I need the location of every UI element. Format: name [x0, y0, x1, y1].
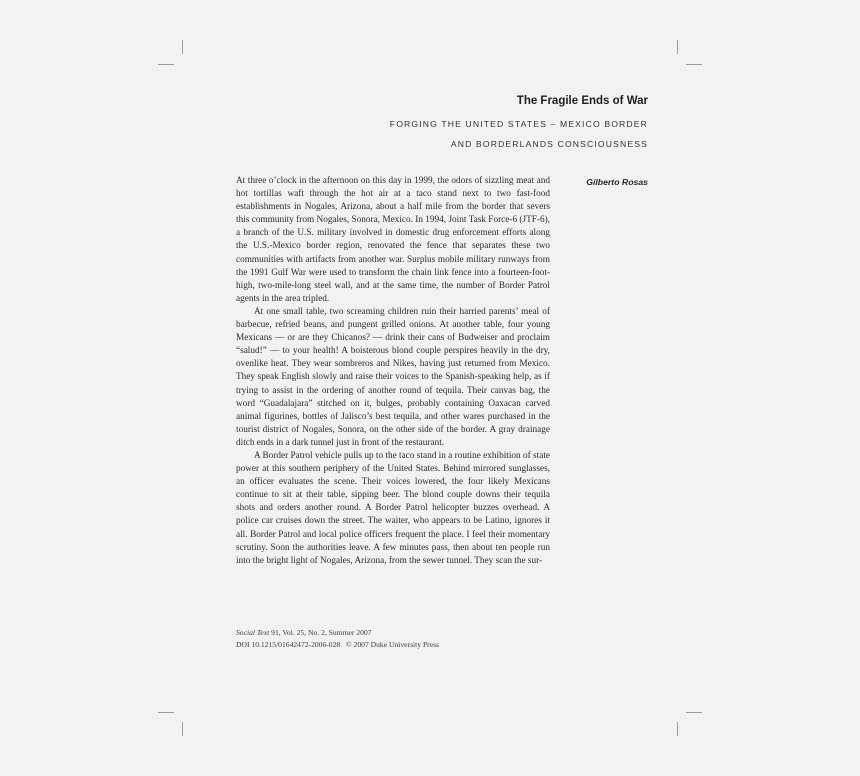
crop-mark-top-left-horizontal [158, 64, 174, 65]
crop-mark-bottom-left-horizontal [158, 712, 174, 713]
article-subtitle-line-2: AND BORDERLANDS CONSCIOUSNESS [450, 139, 648, 149]
crop-mark-top-right-vertical [677, 40, 678, 54]
author-name: Gilberto Rosas [586, 177, 648, 187]
article-body [236, 175, 550, 568]
doi-line: DOI 10.1215/01642472-2006-028 © 2007 Duke University Press [236, 640, 439, 649]
crop-mark-top-left-vertical [182, 40, 183, 54]
citation-line [236, 627, 439, 639]
publication-footer [236, 627, 439, 651]
crop-mark-bottom-right-vertical [677, 722, 678, 736]
paragraph-1: At three o’clock in the afternoon on this day in 1999, the odors of sizzling meat and hot tortillas waft through the hot air at a taco stand next to two fast-food establishments in Nogales, Arizona, about a half mile from the border that severs this community from Nogales, Sonora, Mexico. In 1994, Joint Task Force-6 (JTF-6), a branch of the U.S. military involved in domestic drug enforcement efforts along the U.S.-Mexico border region, renovated the fence that separates these two communities with artifacts from another war. Surplus mobile military runways from the 1991 Gulf War were used to transform the chain link fence into a fourteen-foot-high, two-mile-long steel wall, and at the same time, the number of Border Patrol agents in the area tripled. [236, 176, 550, 304]
article-subtitle-line-1: FORGING THE UNITED STATES – MEXICO BORDER [389, 119, 648, 129]
crop-mark-bottom-left-vertical [182, 722, 183, 736]
article-title: The Fragile Ends of War [516, 95, 648, 107]
paragraph-2: At one small table, two screaming children ruin their harried parents’ meal of barbecue, refried beans, and pungent grilled onions. At another table, four young Mexicans — or are they Chicanos? — drink their cans of Budweiser and proclaim “salud!” — to your health! A boisterous blond couple perspires heavily in the dry, ovenlike heat. They wear sombreros and Nikes, having just returned from Mexico. They speak English slowly and raise their voices to the Spanish-speaking help, as if trying to assist in the ordering of another round of tequila. Their canvas bag, the word “Guadalajara” stitched on it, bulges, probably containing Oaxacan carved animal figurines, bottles of Jalisco’s best tequila, and other wares purchased in the tourist district of Nogales, Sonora, on the other side of the border. A gray drainage ditch ends in a dark tunnel just in front of the restaurant. [236, 306, 550, 448]
crop-mark-bottom-right-horizontal [686, 712, 702, 713]
issue-info: 91, Vol. 25, No. 2, Summer 2007 [269, 628, 372, 637]
journal-name: Social Text [236, 628, 270, 637]
paragraph-3: A Border Patrol vehicle pulls up to the taco stand in a routine exhibition of state power at this southern periphery of the United States. Behind mirrored sunglasses, an officer evaluates the scene. Their voices lowered, the four likely Mexicans continue to sit at their table, sipping beer. The blond couple downs their tequila shots and orders another round. A Border Patrol helicopter buzzes overhead. A police car cruises down the street. The waiter, who appears to be Latino, ignores it all. Border Patrol and local police officers frequent the place. I feel their momentary scrutiny. Soon the authorities leave. A few minutes pass, then about ten people run into the bright light of Nogales, Arizona, from the sewer tunnel. They scan the sur- [236, 450, 550, 566]
crop-mark-top-right-horizontal [686, 64, 702, 65]
